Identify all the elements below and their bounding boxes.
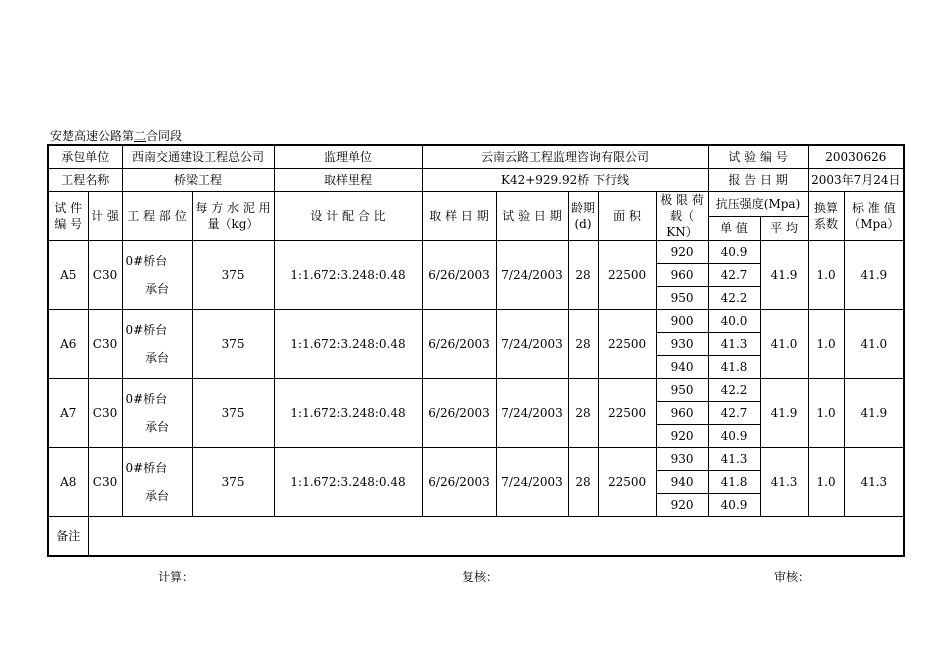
sample-date-cell: 6/26/2003 (422, 379, 496, 448)
age-cell: 28 (568, 448, 598, 517)
ultimate-load-cell: 920 (656, 241, 708, 264)
header-test-date: 试 验 日 期 (496, 192, 568, 241)
header-age: 龄期(d) (568, 192, 598, 241)
header-mix-ratio: 设 计 配 合 比 (274, 192, 422, 241)
mix-ratio-cell: 1:1.672:3.248:0.48 (274, 448, 422, 517)
specimen-id-cell: A5 (48, 241, 88, 310)
specimen-id-cell: A7 (48, 379, 88, 448)
sample-date-cell: 6/26/2003 (422, 241, 496, 310)
test-report-table (47, 144, 905, 557)
test-date-cell: 7/24/2003 (496, 379, 568, 448)
part-location-text: 0#桥台 (125, 254, 168, 268)
single-strength-cell: 42.2 (708, 379, 760, 402)
heading-prefix: 安楚高速公路第 (50, 129, 135, 143)
header-area: 面 积 (598, 192, 656, 241)
part-cell (122, 241, 192, 310)
part-cell (122, 310, 192, 379)
standard-value-cell: 41.9 (844, 379, 904, 448)
report-date-value: 2003年7月24日 (808, 169, 904, 192)
single-strength-cell: 40.9 (708, 241, 760, 264)
sample-date-cell: 6/26/2003 (422, 310, 496, 379)
single-strength-cell: 41.8 (708, 471, 760, 494)
header-average: 平 均 (760, 216, 808, 241)
project-value: 桥梁工程 (122, 169, 274, 192)
design-grade-cell: C30 (88, 448, 122, 517)
header-cement-dosage: 每 方 水 泥 用 量（kg） (192, 192, 274, 241)
supervisor-value: 云南云路工程监理咨询有限公司 (422, 145, 708, 169)
remarks-value (88, 517, 904, 557)
cement-dosage-cell: 375 (192, 241, 274, 310)
part-cell (122, 448, 192, 517)
part-component-text: 承台 (145, 489, 170, 503)
ultimate-load-cell: 950 (656, 287, 708, 310)
conversion-factor-cell: 1.0 (808, 379, 844, 448)
header-sample-date: 取 样 日 期 (422, 192, 496, 241)
standard-value-cell: 41.9 (844, 241, 904, 310)
average-strength-cell: 41.3 (760, 448, 808, 517)
cement-dosage-cell: 375 (192, 448, 274, 517)
part-location-text: 0#桥台 (125, 461, 168, 475)
remarks-label: 备注 (48, 517, 88, 557)
area-cell: 22500 (598, 241, 656, 310)
age-cell: 28 (568, 310, 598, 379)
calculated-by-label: 计算： (158, 570, 195, 584)
header-specimen-id: 试 件 编 号 (48, 192, 88, 241)
part-component-text: 承台 (145, 420, 170, 434)
remarks-row (48, 517, 904, 557)
design-grade-cell: C30 (88, 310, 122, 379)
contractor-label: 承包单位 (48, 145, 122, 169)
test-date-cell: 7/24/2003 (496, 310, 568, 379)
design-grade-cell: C30 (88, 379, 122, 448)
single-strength-cell: 41.8 (708, 356, 760, 379)
cement-dosage-cell: 375 (192, 310, 274, 379)
header-ultimate-load: 极 限 荷 载（ KN） (656, 192, 708, 241)
single-strength-cell: 42.7 (708, 402, 760, 425)
part-component-text: 承台 (145, 351, 170, 365)
audited-by-label: 审核： (774, 570, 811, 584)
cement-dosage-cell: 375 (192, 379, 274, 448)
header-single-value: 单 值 (708, 216, 760, 241)
standard-value-cell: 41.0 (844, 310, 904, 379)
table-row (48, 310, 904, 333)
ultimate-load-cell: 960 (656, 402, 708, 425)
specimen-id-cell: A6 (48, 310, 88, 379)
mix-ratio-cell: 1:1.672:3.248:0.48 (274, 379, 422, 448)
ultimate-load-cell: 960 (656, 264, 708, 287)
part-component-text: 承台 (145, 282, 170, 296)
test-date-cell: 7/24/2003 (496, 448, 568, 517)
contractor-value: 西南交通建设工程总公司 (122, 145, 274, 169)
part-cell (122, 379, 192, 448)
single-strength-cell: 40.9 (708, 494, 760, 517)
ultimate-load-cell: 920 (656, 425, 708, 448)
sample-date-cell: 6/26/2003 (422, 448, 496, 517)
sample-location-label: 取样里程 (274, 169, 422, 192)
table-row (48, 241, 904, 264)
header-compressive-strength: 抗压强度(Mpa) (708, 192, 808, 217)
single-strength-cell: 42.2 (708, 287, 760, 310)
conversion-factor-cell: 1.0 (808, 448, 844, 517)
specimen-id-cell: A8 (48, 448, 88, 517)
header-conversion-factor: 换算系数 (808, 192, 844, 241)
standard-value-cell: 41.3 (844, 448, 904, 517)
ultimate-load-cell: 940 (656, 356, 708, 379)
ultimate-load-cell: 930 (656, 333, 708, 356)
ultimate-load-cell: 950 (656, 379, 708, 402)
info-row-2 (48, 169, 904, 192)
mix-ratio-cell: 1:1.672:3.248:0.48 (274, 310, 422, 379)
info-row-1 (48, 145, 904, 169)
average-strength-cell: 41.0 (760, 310, 808, 379)
average-strength-cell: 41.9 (760, 241, 808, 310)
ultimate-load-cell: 940 (656, 471, 708, 494)
project-label: 工程名称 (48, 169, 122, 192)
part-location-text: 0#桥台 (125, 392, 168, 406)
single-strength-cell: 42.7 (708, 264, 760, 287)
age-cell: 28 (568, 379, 598, 448)
ultimate-load-cell: 920 (656, 494, 708, 517)
design-grade-cell: C30 (88, 241, 122, 310)
table-row (48, 379, 904, 402)
data-body (48, 241, 904, 517)
test-number-label: 试 验 编 号 (708, 145, 808, 169)
single-strength-cell: 40.0 (708, 310, 760, 333)
test-date-cell: 7/24/2003 (496, 241, 568, 310)
contract-section-heading (50, 127, 182, 144)
conversion-factor-cell: 1.0 (808, 310, 844, 379)
conversion-factor-cell: 1.0 (808, 241, 844, 310)
supervisor-label: 监理单位 (274, 145, 422, 169)
column-header-row (48, 192, 904, 217)
report-date-label: 报 告 日 期 (708, 169, 808, 192)
heading-section-number: 二 (134, 129, 147, 143)
age-cell: 28 (568, 241, 598, 310)
ultimate-load-cell: 930 (656, 448, 708, 471)
heading-suffix: 合同段 (146, 129, 183, 143)
average-strength-cell: 41.9 (760, 379, 808, 448)
header-standard-value: 标 准 值（Mpa） (844, 192, 904, 241)
single-strength-cell: 41.3 (708, 333, 760, 356)
area-cell: 22500 (598, 379, 656, 448)
reviewed-by-label: 复核： (462, 570, 499, 584)
mix-ratio-cell: 1:1.672:3.248:0.48 (274, 241, 422, 310)
single-strength-cell: 41.3 (708, 448, 760, 471)
table-row (48, 448, 904, 471)
sample-location-value: K42+929.92桥 下行线 (422, 169, 708, 192)
ultimate-load-cell: 900 (656, 310, 708, 333)
header-design-grade: 计 强 (88, 192, 122, 241)
single-strength-cell: 40.9 (708, 425, 760, 448)
area-cell: 22500 (598, 310, 656, 379)
area-cell: 22500 (598, 448, 656, 517)
part-location-text: 0#桥台 (125, 323, 168, 337)
test-number-value: 20030626 (808, 145, 904, 169)
header-part: 工 程 部 位 (122, 192, 192, 241)
